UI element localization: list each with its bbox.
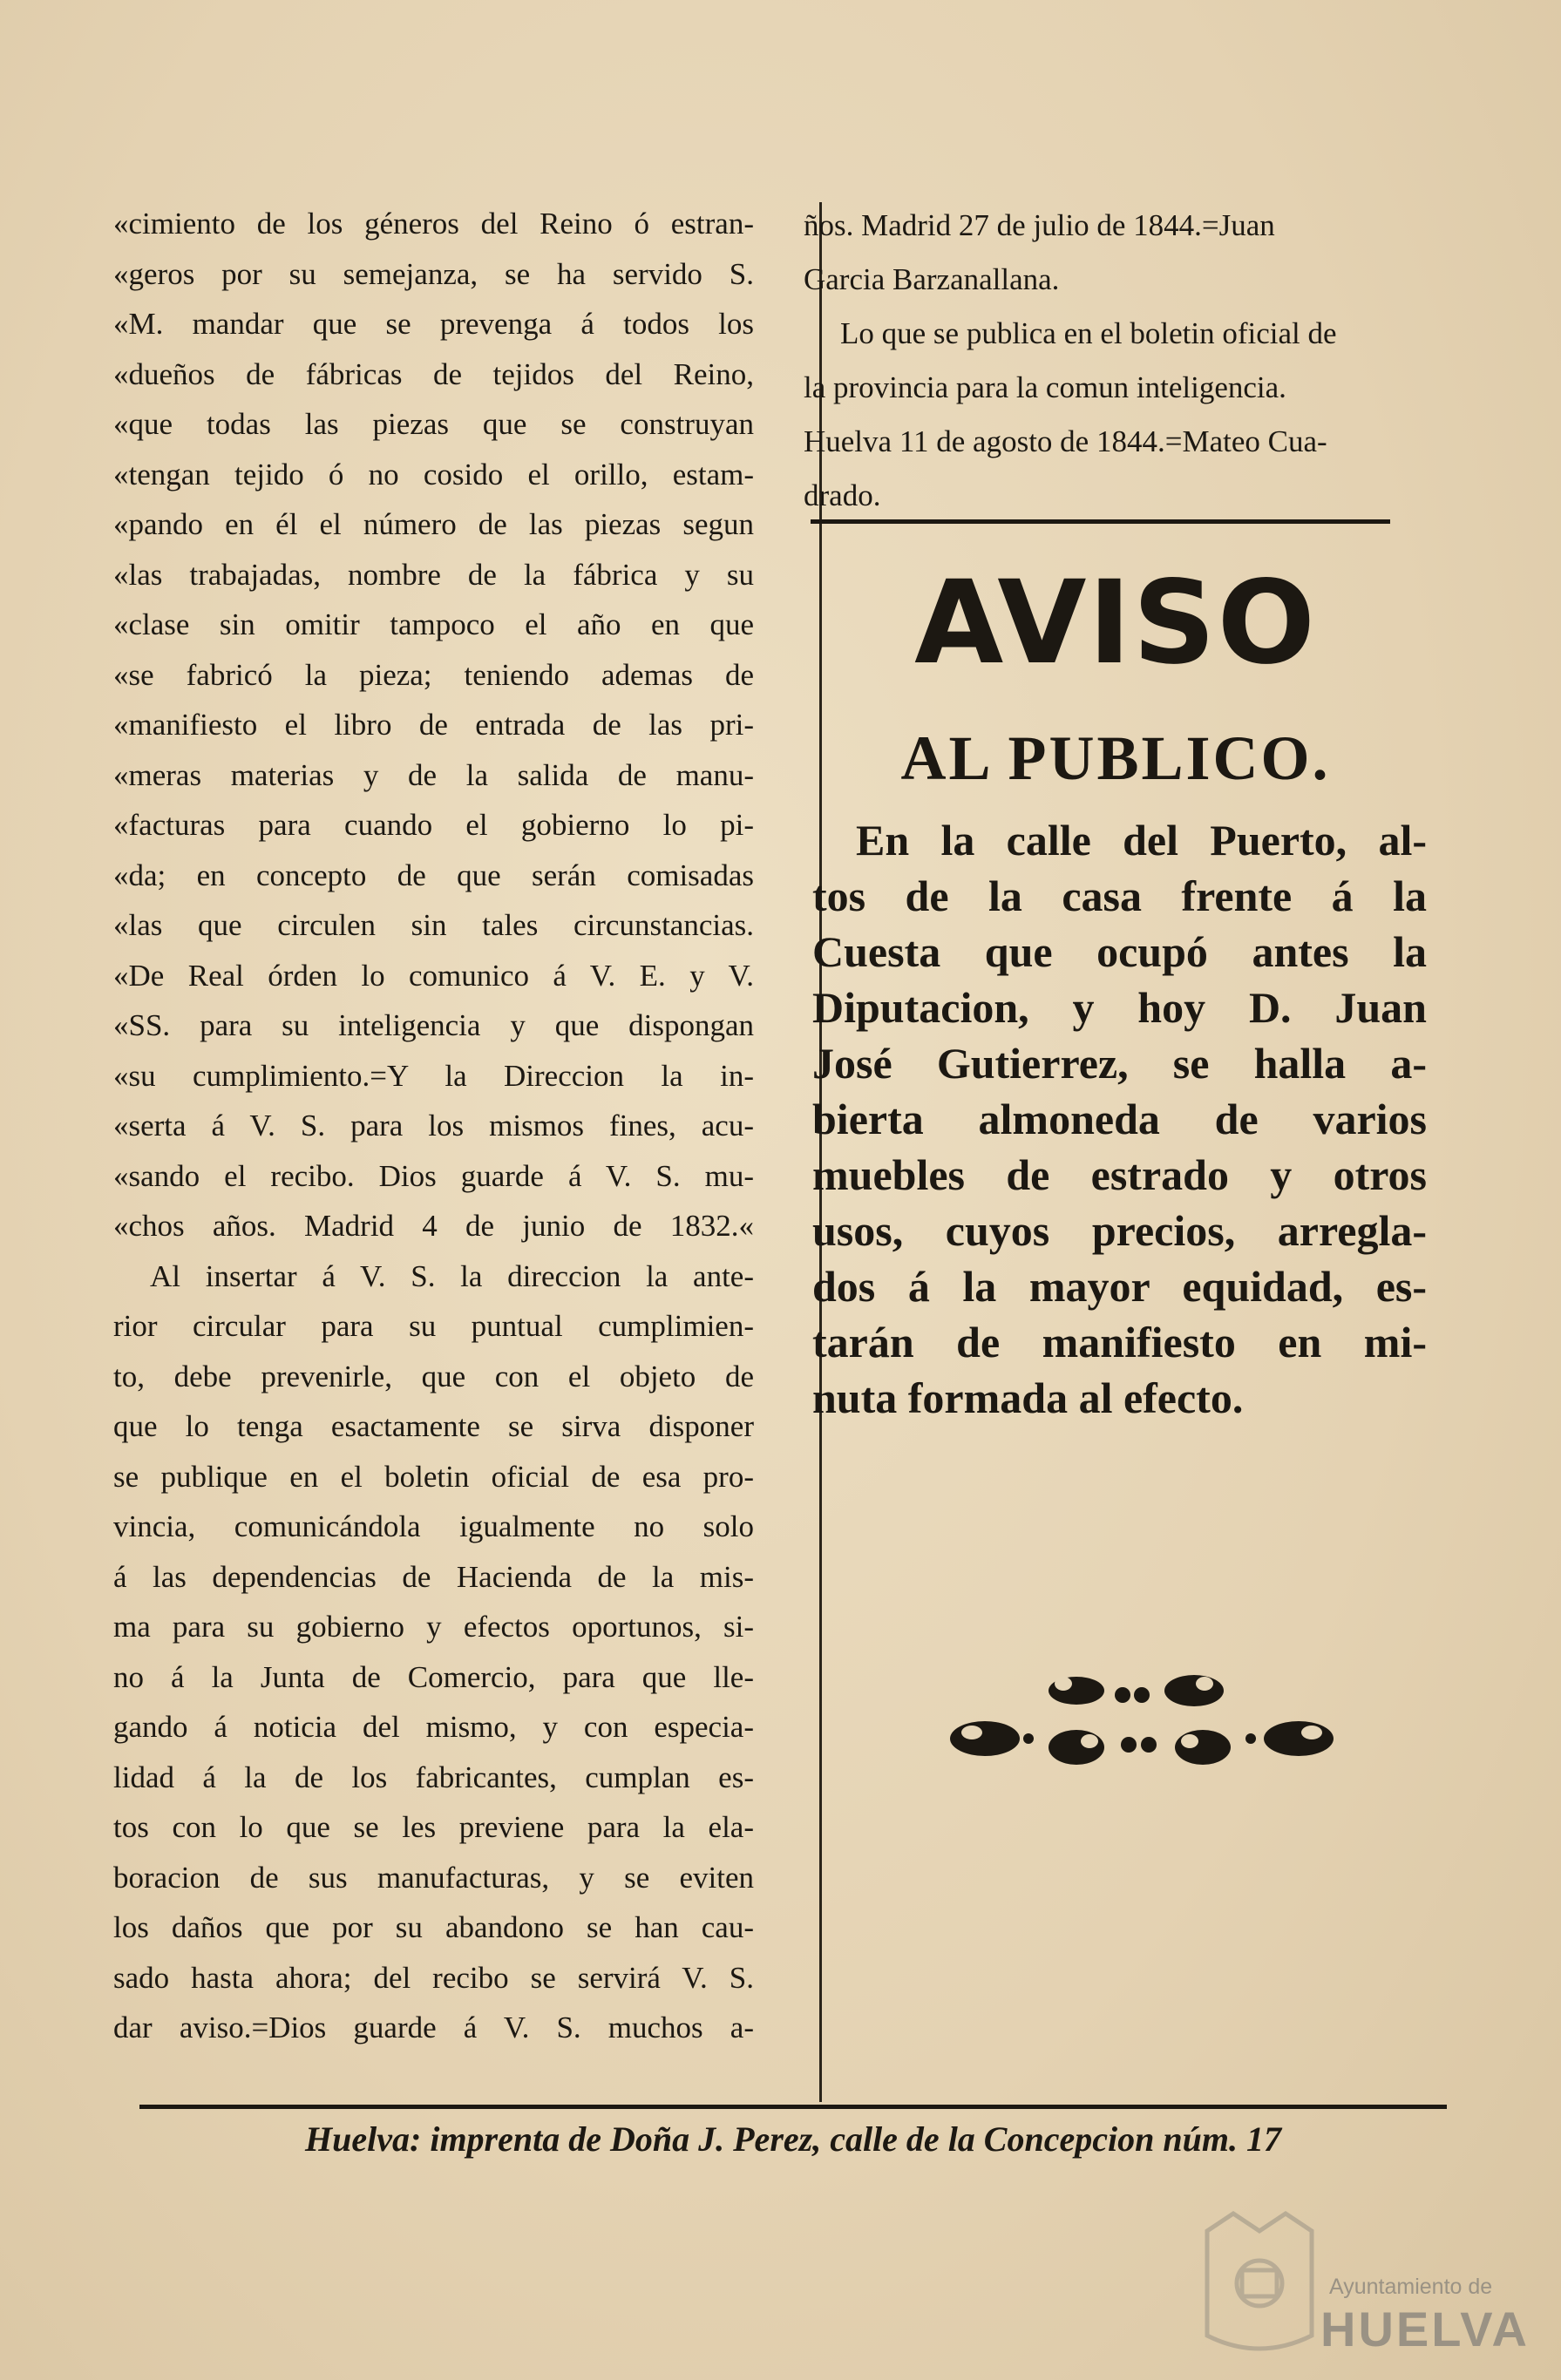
text-line: sado hasta ahora; del recibo se servirá V. S.	[113, 1960, 754, 1995]
text-line: to, debe prevenirle, que con el objeto de	[113, 1359, 754, 1393]
left-column	[113, 199, 754, 2053]
text-line: lidad á la de los fabricantes, cumplan es-	[113, 1760, 754, 1794]
text-line: «pando en él el número de las piezas segun	[113, 507, 754, 541]
text-line: tos con lo que se les previene para la ela-	[113, 1810, 754, 1844]
text-line: «cimiento de los géneros del Reino ó estran-	[113, 207, 754, 241]
watermark-line-2: HUELVA	[1320, 2302, 1530, 2356]
notice-line: tarán de manifiesto en mi-	[812, 1318, 1427, 1366]
notice-line: bierta almoneda de varios	[812, 1095, 1427, 1143]
notice-line: José Gutierrez, se halla a-	[812, 1039, 1427, 1088]
right-column-paragraph-2	[804, 307, 1431, 523]
text-line: «De Real órden lo comunico á V. E. y V.	[113, 958, 754, 993]
text-line: rior circular para su puntual cumplimien-	[113, 1309, 754, 1343]
text-line: «serta á V. S. para los mismos fines, acu-	[113, 1109, 754, 1143]
text-line: dar aviso.=Dios guarde á V. S. muchos a-	[113, 2010, 754, 2044]
text-line: drado.	[804, 478, 881, 512]
text-line: «las que circulen sin tales circunstancias.	[113, 908, 754, 942]
notice-line: usos, cuyos precios, arregla-	[812, 1206, 1427, 1255]
text-line: «geros por su semejanza, se ha servido S.	[113, 256, 754, 291]
notice-line: tos de la casa frente á la	[812, 871, 1427, 920]
text-line: «se fabricó la pieza; teniendo ademas de	[113, 657, 754, 692]
text-line: Huelva 11 de agosto de 1844.=Mateo Cua-	[804, 424, 1327, 458]
text-line: se publique en el boletin oficial de esa pro-	[113, 1459, 754, 1494]
text-line: ma para su gobierno y efectos oportunos, si-	[113, 1610, 754, 1644]
notice-line: nuta formada al efecto.	[812, 1373, 1244, 1422]
text-line: «que todas las piezas que se construyan	[113, 407, 754, 441]
text-line: «meras materias y de la salida de manu-	[113, 757, 754, 792]
text-line: Garcia Barzanallana.	[804, 262, 1060, 296]
text-line: á las dependencias de Hacienda de la mis-	[113, 1559, 754, 1594]
left-column-paragraph-2	[113, 1251, 754, 2053]
text-line: «tengan tejido ó no cosido el orillo, estam-	[113, 457, 754, 492]
imprint-line: Huelva: imprenta de Doña J. Perez, calle de la Concepcion núm. 17	[305, 2119, 1281, 2159]
text-line: «sando el recibo. Dios guarde á V. S. mu-	[113, 1158, 754, 1193]
text-line: Al insertar á V. S. la direccion la ante-	[150, 1258, 754, 1293]
floral-ornament-icon	[924, 1656, 1360, 1787]
right-column-text	[804, 199, 1431, 523]
text-line: la provincia para la comun inteligencia.	[804, 370, 1286, 404]
notice-line: dos á la mayor equidad, es-	[812, 1262, 1427, 1311]
notice-subheading: AL PUBLICO.	[900, 723, 1331, 793]
text-line: no á la Junta de Comercio, para que lle-	[113, 1659, 754, 1694]
notice-heading: AVISO	[914, 556, 1317, 690]
text-line: «chos años. Madrid 4 de junio de 1832.«	[113, 1209, 754, 1243]
left-column-paragraph-1	[113, 199, 754, 1251]
text-line: gando á noticia del mismo, y con especia-	[113, 1710, 754, 1744]
watermark-line-1: Ayuntamiento de	[1329, 2275, 1493, 2299]
notice-body	[812, 812, 1427, 1426]
text-line: vincia, comunicándola igualmente no solo	[113, 1509, 754, 1543]
text-line: «da; en concepto de que serán comisadas	[113, 858, 754, 892]
text-line: «M. mandar que se prevenga á todos los	[113, 307, 754, 341]
text-line: «clase sin omitir tampoco el año en que	[113, 607, 754, 641]
notice-line: En la calle del Puerto, al-	[856, 816, 1427, 865]
text-line: «su cumplimiento.=Y la Direccion la in-	[113, 1058, 754, 1093]
right-column-paragraph-1	[804, 199, 1431, 307]
notice-line: muebles de estrado y otros	[812, 1150, 1427, 1199]
notice-line: Diputacion, y hoy D. Juan	[812, 983, 1427, 1032]
text-line: «dueños de fábricas de tejidos del Reino,	[113, 356, 754, 391]
text-line: que lo tenga esactamente se sirva disponer	[113, 1409, 754, 1443]
text-line: boracion de sus manufacturas, y se eviten	[113, 1860, 754, 1895]
text-line: ños. Madrid 27 de julio de 1844.=Juan	[804, 208, 1275, 242]
text-line: «las trabajadas, nombre de la fábrica y su	[113, 557, 754, 592]
text-line: Lo que se publica en el boletin oficial de	[840, 316, 1337, 350]
text-line: «SS. para su inteligencia y que dispongan	[113, 1008, 754, 1042]
text-line: «manifiesto el libro de entrada de las pri-	[113, 708, 754, 742]
section-rule	[811, 519, 1390, 524]
notice-line: Cuesta que ocupó antes la	[812, 927, 1427, 976]
text-line: los daños que por su abandono se han cau-	[113, 1910, 754, 1944]
text-line: «facturas para cuando el gobierno lo pi-	[113, 808, 754, 842]
